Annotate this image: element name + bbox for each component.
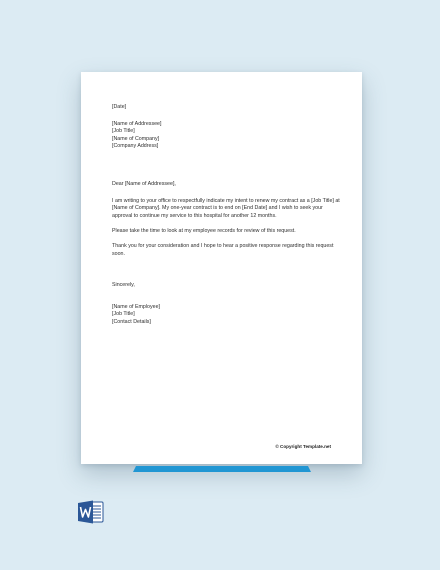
recipient-block xyxy=(112,121,342,151)
signature-block xyxy=(112,304,342,327)
recipient-address: [Company Address] xyxy=(112,143,159,150)
paragraph-intent: I am writing to your office to respectfully indicate my intent to renew my contract as a [Job Title] at [Name of Company]. My one-year contract is to end on [End Date] and I wish to seek your approval to continue my service to this hospital for another 12 months. xyxy=(112,197,340,219)
employee-contact: [Contact Details] xyxy=(112,318,151,325)
paragraph-thanks: Thank you for your consideration and I hope to hear a positive response regarding this request soon. xyxy=(112,242,334,257)
letter-date: [Date] xyxy=(112,104,127,110)
recipient-company: [Name of Company] xyxy=(112,135,160,142)
recipient-name: [Name of Addressee] xyxy=(112,120,162,127)
recipient-job-title: [Job Title] xyxy=(112,128,135,135)
salutation: Dear [Name of Addressee], xyxy=(112,180,176,187)
paragraph-records: Please take the time to look at my employee records for review of this request. xyxy=(112,227,296,234)
copyright-footer: © Copyright Template.net xyxy=(275,444,331,449)
document-page xyxy=(81,72,362,464)
employee-job-title: [Job Title] xyxy=(112,311,135,318)
closing: Sincerely, xyxy=(112,282,135,289)
employee-name: [Name of Employee] xyxy=(112,303,160,310)
microsoft-word-icon xyxy=(78,500,104,524)
accent-bar xyxy=(133,466,311,472)
letter-body xyxy=(112,104,342,327)
